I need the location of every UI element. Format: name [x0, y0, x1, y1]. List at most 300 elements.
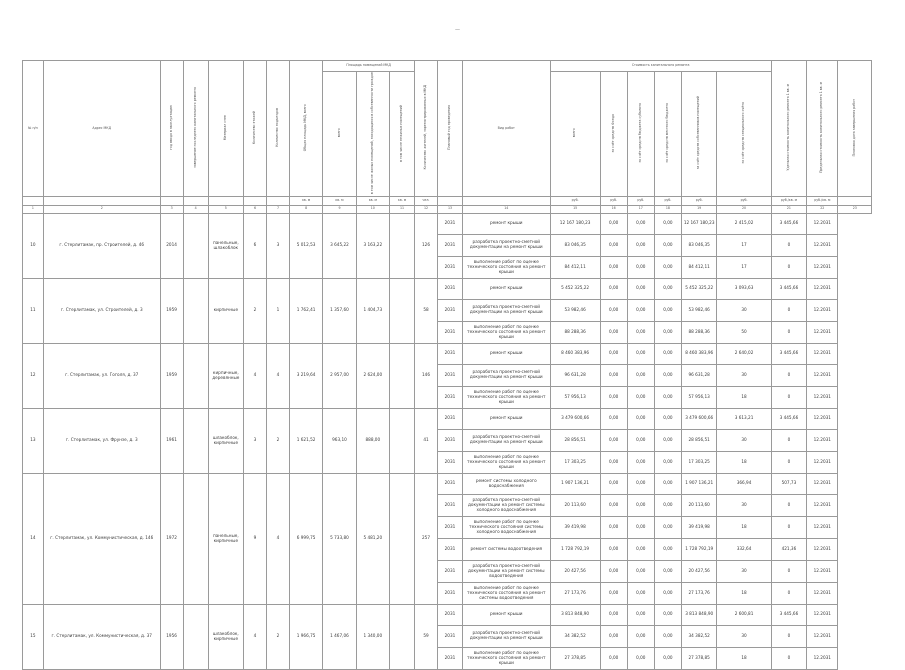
- residents-cell: 41: [415, 408, 438, 473]
- cost-region-cell: 0,00: [627, 278, 654, 299]
- wall-material-cell: кирпичные, деревянные: [208, 343, 243, 408]
- entrances-cell: 4: [266, 473, 289, 604]
- hdr-cost-fund: за счёт средств Фонда: [610, 113, 615, 153]
- area-residents-cell: 888,00: [356, 408, 389, 473]
- hdr-area-group: Площадь помещений МКД: [323, 61, 415, 72]
- cost-owners-cell: 53 982,46: [681, 299, 716, 321]
- unit-cost-cell: 18: [717, 451, 771, 473]
- hdr-cost-group: Стоимость капитального ремонта: [550, 61, 771, 72]
- finish-date-cell: 12.2031: [807, 234, 838, 256]
- cost-fund-cell: 0,00: [600, 538, 627, 560]
- address-cell: г. Стерлитамак, ул. Коммунистическая, д. 37: [43, 604, 160, 669]
- work-type-cell: ремонт крыши: [462, 343, 550, 364]
- unit-cell: руб.: [654, 196, 681, 205]
- year-overhaul-cell: [183, 473, 208, 604]
- cost-owners-cell: 1 728 792,19: [681, 538, 716, 560]
- column-number: 19: [681, 205, 716, 213]
- unit-cell: чел.: [415, 196, 438, 205]
- cost-total-cell: 53 982,46: [550, 299, 600, 321]
- cost-total-cell: 3 479 600,66: [550, 408, 600, 429]
- hdr-area-other: в том числе нежилых помещений: [399, 104, 404, 162]
- residents-cell: 59: [415, 604, 438, 669]
- hdr-cost-region: за счёт средств бюджета субъекта: [637, 103, 642, 163]
- limit-cost-cell: 0: [771, 560, 806, 582]
- cost-owners-cell: 83 046,35: [681, 234, 716, 256]
- unit-cost-cell: 2 600,81: [717, 604, 771, 625]
- cost-fund-cell: 0,00: [600, 494, 627, 516]
- limit-cost-cell: 0: [771, 451, 806, 473]
- limit-cost-cell: 0: [771, 234, 806, 256]
- cost-owners-cell: 1 907 136,21: [681, 473, 716, 494]
- table-row: [23, 343, 872, 364]
- cost-owners-cell: 27 378,85: [681, 647, 716, 669]
- cost-local-cell: 0,00: [654, 604, 681, 625]
- cost-local-cell: 0,00: [654, 278, 681, 299]
- cost-fund-cell: 0,00: [600, 473, 627, 494]
- finish-date-cell: 12.2031: [807, 321, 838, 343]
- limit-cost-cell: 0: [771, 386, 806, 408]
- work-type-cell: выполнение работ по оценке технического состояния на ремонт крыши: [462, 451, 550, 473]
- year-built-cell: 1959: [160, 278, 183, 343]
- cost-total-cell: 8 460 383,96: [550, 343, 600, 364]
- hdr-year-built: год ввода в эксплуатацию: [168, 105, 173, 150]
- column-number: 16: [600, 205, 627, 213]
- table-row: [23, 213, 872, 234]
- area-other-cell: [390, 278, 415, 343]
- cost-region-cell: 0,00: [627, 494, 654, 516]
- cost-total-cell: 27 173,76: [550, 582, 600, 604]
- cost-fund-cell: 0,00: [600, 516, 627, 538]
- work-year-cell: 2031: [437, 343, 462, 364]
- hdr-wall-material: Материал стен: [222, 114, 227, 141]
- residents-cell: 257: [415, 473, 438, 604]
- work-type-cell: ремонт системы холодного водоснабжения: [462, 473, 550, 494]
- unit-cell: руб.: [717, 196, 771, 205]
- hdr-row-num: № п/п: [23, 61, 44, 197]
- finish-date-cell: 12.2031: [807, 625, 838, 647]
- finish-date-cell: 12.2031: [807, 516, 838, 538]
- area-total-cell: 1 467,06: [323, 604, 356, 669]
- unit-cost-cell: 50: [717, 321, 771, 343]
- work-year-cell: 2031: [437, 625, 462, 647]
- column-number: 11: [390, 205, 415, 213]
- area-other-cell: [390, 213, 415, 278]
- finish-date-cell: 12.2031: [807, 256, 838, 278]
- cost-total-cell: 28 856,51: [550, 429, 600, 451]
- cost-local-cell: 0,00: [654, 494, 681, 516]
- finish-date-cell: 12.2031: [807, 213, 838, 234]
- hdr-cost-total: всего: [572, 128, 577, 138]
- unit-cost-cell: 30: [717, 429, 771, 451]
- unit-cost-cell: 3 093,63: [717, 278, 771, 299]
- table-row: [23, 604, 872, 625]
- cost-local-cell: 0,00: [654, 625, 681, 647]
- unit-cost-cell: 30: [717, 625, 771, 647]
- units-row: [23, 196, 872, 205]
- unit-cell: руб.: [550, 196, 600, 205]
- area-residents-cell: 2 624,00: [356, 343, 389, 408]
- cost-owners-cell: 12 167 180,23: [681, 213, 716, 234]
- area-other-cell: [390, 604, 415, 669]
- work-type-cell: ремонт крыши: [462, 213, 550, 234]
- cost-fund-cell: 0,00: [600, 625, 627, 647]
- column-number: 17: [627, 205, 654, 213]
- cost-region-cell: 0,00: [627, 473, 654, 494]
- cost-owners-cell: 28 856,51: [681, 429, 716, 451]
- finish-date-cell: 12.2031: [807, 408, 838, 429]
- cost-fund-cell: 0,00: [600, 364, 627, 386]
- unit-cost-cell: 3 613,21: [717, 408, 771, 429]
- column-number: 7: [266, 205, 289, 213]
- work-type-cell: разработка проектно-сметной документации на ремонт крыши: [462, 299, 550, 321]
- cost-owners-cell: 88 288,36: [681, 321, 716, 343]
- unit-cost-cell: 2 415,02: [717, 213, 771, 234]
- work-year-cell: 2031: [437, 429, 462, 451]
- limit-cost-cell: 507,73: [771, 473, 806, 494]
- year-overhaul-cell: [183, 213, 208, 278]
- hdr-cost-owners: за счёт средств собственников помещений: [696, 96, 701, 170]
- limit-cost-cell: 0: [771, 582, 806, 604]
- unit-cost-cell: 18: [717, 386, 771, 408]
- cost-region-cell: 0,00: [627, 647, 654, 669]
- total-area-cell: 1 762,41: [289, 278, 322, 343]
- residents-cell: 146: [415, 343, 438, 408]
- work-year-cell: 2031: [437, 278, 462, 299]
- unit-cost-cell: 17: [717, 234, 771, 256]
- limit-cost-cell: 0: [771, 321, 806, 343]
- work-type-cell: разработка проектно-сметной документации на ремонт крыши: [462, 364, 550, 386]
- work-type-cell: разработка проектно-сметной документации на ремонт крыши: [462, 234, 550, 256]
- year-built-cell: 1956: [160, 604, 183, 669]
- wall-material-cell: панельные, шлакоблок: [208, 213, 243, 278]
- residents-cell: 126: [415, 213, 438, 278]
- entrances-cell: 3: [266, 213, 289, 278]
- column-number: 13: [437, 205, 462, 213]
- cost-total-cell: 17 303,25: [550, 451, 600, 473]
- cost-owners-cell: 57 956,13: [681, 386, 716, 408]
- cost-local-cell: 0,00: [654, 364, 681, 386]
- wall-material-cell: шлакоблок, кирпичные: [208, 408, 243, 473]
- work-year-cell: 2031: [437, 473, 462, 494]
- finish-date-cell: 12.2031: [807, 494, 838, 516]
- cost-total-cell: 5 452 325,22: [550, 278, 600, 299]
- total-area-cell: 1 621,52: [289, 408, 322, 473]
- cost-region-cell: 0,00: [627, 538, 654, 560]
- column-number: 12: [415, 205, 438, 213]
- cost-total-cell: 88 288,36: [550, 321, 600, 343]
- cost-region-cell: 0,00: [627, 321, 654, 343]
- column-number: 21: [771, 205, 806, 213]
- table-row: [23, 473, 872, 494]
- work-type-cell: ремонт крыши: [462, 408, 550, 429]
- finish-date-cell: 12.2031: [807, 364, 838, 386]
- area-total-cell: 1 357,60: [323, 278, 356, 343]
- work-year-cell: 2031: [437, 321, 462, 343]
- unit-cost-cell: 18: [717, 647, 771, 669]
- hdr-entrances: Количество подъездов: [275, 108, 280, 147]
- column-number: 8: [289, 205, 322, 213]
- cost-region-cell: 0,00: [627, 343, 654, 364]
- cost-owners-cell: 84 412,11: [681, 256, 716, 278]
- cost-fund-cell: 0,00: [600, 386, 627, 408]
- column-number: 1: [23, 205, 44, 213]
- unit-cost-cell: 30: [717, 560, 771, 582]
- cost-total-cell: 1 907 136,21: [550, 473, 600, 494]
- hdr-address: Адрес МКД: [43, 61, 160, 197]
- column-number: 14: [462, 205, 550, 213]
- column-number: 20: [717, 205, 771, 213]
- cost-fund-cell: 0,00: [600, 560, 627, 582]
- area-other-cell: [390, 408, 415, 473]
- limit-cost-cell: 3 445,66: [771, 343, 806, 364]
- total-area-cell: 3 219,64: [289, 343, 322, 408]
- cost-fund-cell: 0,00: [600, 429, 627, 451]
- area-total-cell: 2 957,00: [323, 343, 356, 408]
- year-built-cell: 1959: [160, 343, 183, 408]
- limit-cost-cell: 0: [771, 429, 806, 451]
- cost-total-cell: 1 728 792,19: [550, 538, 600, 560]
- work-year-cell: 2031: [437, 386, 462, 408]
- cost-region-cell: 0,00: [627, 604, 654, 625]
- column-number: 22: [807, 205, 838, 213]
- column-number: 9: [323, 205, 356, 213]
- cost-local-cell: 0,00: [654, 429, 681, 451]
- hdr-area-residents: в том числе жилых помещений, находящихся в собственности граждан: [369, 72, 374, 195]
- year-built-cell: 1972: [160, 473, 183, 604]
- table-body: [23, 213, 872, 669]
- work-type-cell: выполнение работ по оценке технического состояния системы холодного водоснабжения: [462, 516, 550, 538]
- hdr-total-area: Общая площадь МКД, всего: [303, 103, 308, 152]
- cost-total-cell: 83 046,35: [550, 234, 600, 256]
- finish-date-cell: 12.2031: [807, 582, 838, 604]
- cost-local-cell: 0,00: [654, 408, 681, 429]
- cost-local-cell: 0,00: [654, 538, 681, 560]
- unit-cost-cell: 18: [717, 516, 771, 538]
- hdr-finish: Плановая дата завершения работ: [851, 98, 856, 157]
- cost-local-cell: 0,00: [654, 473, 681, 494]
- hdr-year-overhaul: завершение последнего капитального ремонта: [192, 87, 197, 168]
- finish-date-cell: 12.2031: [807, 299, 838, 321]
- address-cell: г. Стерлитамак, ул. Коммунистическая, д. 146: [43, 473, 160, 604]
- cost-fund-cell: 0,00: [600, 256, 627, 278]
- cost-local-cell: 0,00: [654, 256, 681, 278]
- column-number: 3: [160, 205, 183, 213]
- work-year-cell: 2031: [437, 604, 462, 625]
- cost-local-cell: 0,00: [654, 299, 681, 321]
- address-cell: г. Стерлитамак, пр. Строителей, д. 46: [43, 213, 160, 278]
- cost-total-cell: 57 956,13: [550, 386, 600, 408]
- finish-date-cell: 12.2031: [807, 429, 838, 451]
- limit-cost-cell: 0: [771, 647, 806, 669]
- column-number: 4: [183, 205, 208, 213]
- cost-fund-cell: 0,00: [600, 278, 627, 299]
- cost-region-cell: 0,00: [627, 516, 654, 538]
- cost-owners-cell: 20 427,56: [681, 560, 716, 582]
- unit-cell: руб.: [681, 196, 716, 205]
- cost-region-cell: 0,00: [627, 213, 654, 234]
- cost-local-cell: 0,00: [654, 516, 681, 538]
- work-type-cell: разработка проектно-сметной документации на ремонт крыши: [462, 625, 550, 647]
- work-type-cell: выполнение работ по оценке технического состояния на ремонт системы водоотведения: [462, 582, 550, 604]
- cost-region-cell: 0,00: [627, 386, 654, 408]
- row-number: 15: [23, 604, 44, 669]
- floors-cell: 2: [244, 278, 267, 343]
- finish-date-cell: 12.2031: [807, 604, 838, 625]
- column-number: 18: [654, 205, 681, 213]
- row-number: 12: [23, 343, 44, 408]
- cost-region-cell: 0,00: [627, 429, 654, 451]
- work-type-cell: выполнение работ по оценке технического состояния на ремонт крыши: [462, 647, 550, 669]
- unit-cost-cell: 30: [717, 364, 771, 386]
- table-row: [23, 278, 872, 299]
- cost-fund-cell: 0,00: [600, 408, 627, 429]
- work-year-cell: 2031: [437, 516, 462, 538]
- limit-cost-cell: 0: [771, 625, 806, 647]
- work-type-cell: выполнение работ по оценке технического состояния на ремонт крыши: [462, 256, 550, 278]
- cost-local-cell: 0,00: [654, 386, 681, 408]
- cost-total-cell: 20 113,60: [550, 494, 600, 516]
- total-area-cell: 5 012,53: [289, 213, 322, 278]
- column-number: 15: [550, 205, 600, 213]
- row-number: 14: [23, 473, 44, 604]
- floors-cell: 3: [244, 408, 267, 473]
- work-year-cell: 2031: [437, 582, 462, 604]
- column-number: 6: [244, 205, 267, 213]
- cost-owners-cell: 34 382,52: [681, 625, 716, 647]
- unit-cost-cell: 18: [717, 582, 771, 604]
- wall-material-cell: панельные, кирпичные: [208, 473, 243, 604]
- cost-region-cell: 0,00: [627, 299, 654, 321]
- cost-owners-cell: 27 173,76: [681, 582, 716, 604]
- area-other-cell: [390, 473, 415, 604]
- limit-cost-cell: 0: [771, 516, 806, 538]
- finish-date-cell: 12.2031: [807, 473, 838, 494]
- work-year-cell: 2031: [437, 647, 462, 669]
- table-row: [23, 408, 872, 429]
- column-number: 10: [356, 205, 389, 213]
- cost-local-cell: 0,00: [654, 321, 681, 343]
- hdr-unit-cost: Удельная стоимость капитального ремонта 1 кв. м: [786, 84, 791, 171]
- cost-total-cell: 39 419,98: [550, 516, 600, 538]
- work-year-cell: 2031: [437, 408, 462, 429]
- cost-owners-cell: 39 419,98: [681, 516, 716, 538]
- cost-region-cell: 0,00: [627, 234, 654, 256]
- entrances-cell: 4: [266, 343, 289, 408]
- floors-cell: 4: [244, 343, 267, 408]
- column-number: 23: [838, 205, 872, 213]
- limit-cost-cell: 0: [771, 299, 806, 321]
- area-residents-cell: 3 163,22: [356, 213, 389, 278]
- unit-cell: кв. м: [390, 196, 415, 205]
- work-year-cell: 2031: [437, 256, 462, 278]
- unit-cell: руб./кв. м: [771, 196, 806, 205]
- hdr-floors: Количество этажей: [252, 110, 257, 145]
- limit-cost-cell: 0: [771, 256, 806, 278]
- cost-fund-cell: 0,00: [600, 451, 627, 473]
- cost-fund-cell: 0,00: [600, 604, 627, 625]
- cost-region-cell: 0,00: [627, 364, 654, 386]
- year-overhaul-cell: [183, 408, 208, 473]
- floors-cell: 9: [244, 473, 267, 604]
- finish-date-cell: 12.2031: [807, 560, 838, 582]
- cost-region-cell: 0,00: [627, 582, 654, 604]
- finish-date-cell: 12.2031: [807, 386, 838, 408]
- area-other-cell: [390, 343, 415, 408]
- overhaul-register-table: [22, 60, 872, 670]
- limit-cost-cell: 3 445,66: [771, 278, 806, 299]
- limit-cost-cell: 0: [771, 364, 806, 386]
- address-cell: г. Стерлитамак, ул. Строителей, д. 3: [43, 278, 160, 343]
- hdr-work-type: Вид работ: [462, 61, 550, 197]
- unit-cost-cell: 2 640,02: [717, 343, 771, 364]
- cost-owners-cell: 96 631,28: [681, 364, 716, 386]
- unit-cost-cell: 366,94: [717, 473, 771, 494]
- cost-total-cell: 12 167 180,23: [550, 213, 600, 234]
- address-cell: г. Стерлитамак, ул. Фрунзе, д. 3: [43, 408, 160, 473]
- work-year-cell: 2031: [437, 451, 462, 473]
- cost-owners-cell: 3 813 848,90: [681, 604, 716, 625]
- work-year-cell: 2031: [437, 364, 462, 386]
- unit-cost-cell: 17: [717, 256, 771, 278]
- column-numbers-row: [23, 205, 872, 213]
- year-overhaul-cell: [183, 278, 208, 343]
- limit-cost-cell: 3 445,66: [771, 408, 806, 429]
- cost-fund-cell: 0,00: [600, 582, 627, 604]
- cost-region-cell: 0,00: [627, 451, 654, 473]
- page-mark: —: [455, 27, 460, 33]
- cost-fund-cell: 0,00: [600, 647, 627, 669]
- cost-total-cell: 96 631,28: [550, 364, 600, 386]
- cost-local-cell: 0,00: [654, 560, 681, 582]
- cost-local-cell: 0,00: [654, 213, 681, 234]
- row-number: 13: [23, 408, 44, 473]
- cost-owners-cell: 8 460 383,96: [681, 343, 716, 364]
- finish-date-cell: 12.2031: [807, 451, 838, 473]
- cost-fund-cell: 0,00: [600, 343, 627, 364]
- limit-cost-cell: 3 445,66: [771, 604, 806, 625]
- work-type-cell: разработка проектно-сметной документации на ремонт системы водоотведения: [462, 560, 550, 582]
- finish-date-cell: 12.2031: [807, 343, 838, 364]
- table-header: [23, 61, 872, 214]
- cost-region-cell: 0,00: [627, 625, 654, 647]
- limit-cost-cell: 421,36: [771, 538, 806, 560]
- entrances-cell: 1: [266, 278, 289, 343]
- residents-cell: 58: [415, 278, 438, 343]
- work-type-cell: выполнение работ по оценке технического состояния на ремонт крыши: [462, 386, 550, 408]
- work-type-cell: ремонт крыши: [462, 604, 550, 625]
- cost-local-cell: 0,00: [654, 582, 681, 604]
- work-type-cell: выполнение работ по оценке технического состояния на ремонт крыши: [462, 321, 550, 343]
- unit-cost-cell: 332,64: [717, 538, 771, 560]
- work-year-cell: 2031: [437, 299, 462, 321]
- work-type-cell: разработка проектно-сметной документации на ремонт системы холодного водоснабжения: [462, 494, 550, 516]
- unit-cell: руб./кв. м: [807, 196, 838, 205]
- wall-material-cell: кирпичные: [208, 278, 243, 343]
- hdr-area-total: всего: [336, 128, 341, 138]
- area-total-cell: 963,10: [323, 408, 356, 473]
- cost-fund-cell: 0,00: [600, 213, 627, 234]
- work-year-cell: 2031: [437, 538, 462, 560]
- cost-region-cell: 0,00: [627, 560, 654, 582]
- cost-region-cell: 0,00: [627, 256, 654, 278]
- work-type-cell: ремонт системы водоотведения: [462, 538, 550, 560]
- cost-region-cell: 0,00: [627, 408, 654, 429]
- cost-local-cell: 0,00: [654, 647, 681, 669]
- cost-total-cell: 84 412,11: [550, 256, 600, 278]
- finish-date-cell: 12.2031: [807, 538, 838, 560]
- unit-cell: руб.: [627, 196, 654, 205]
- cost-fund-cell: 0,00: [600, 234, 627, 256]
